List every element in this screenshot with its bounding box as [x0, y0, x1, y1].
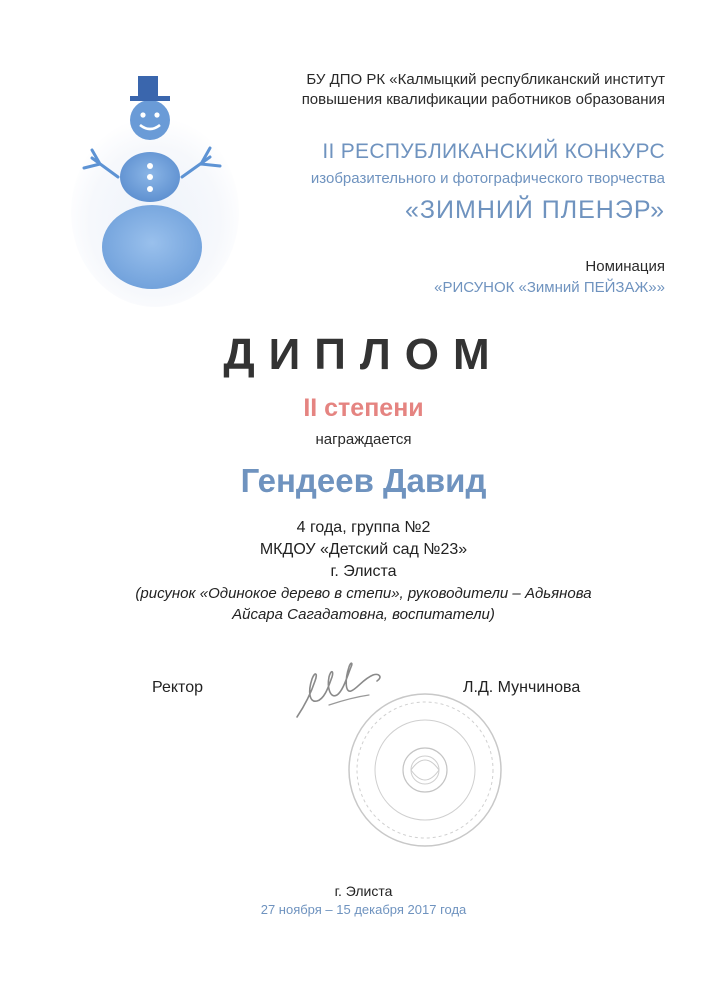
signer-name: Л.Д. Мунчинова — [463, 679, 581, 696]
rector-signature — [285, 655, 395, 735]
work-note — [110, 583, 617, 625]
organization-line-1: БУ ДПО РК «Калмыцкий республиканский институт — [306, 71, 665, 88]
contest-title: II РЕСПУБЛИКАНСКИЙ КОНКУРС — [322, 140, 665, 163]
work-note-line-2: Айсара Сагадатовна, воспитатели) — [232, 606, 495, 623]
footer-city: г. Элиста — [334, 883, 393, 899]
organization-line-2: повышения квалификации работников образования — [301, 91, 665, 108]
awarded-label: награждается — [315, 431, 412, 448]
footer-dates: 27 ноября – 15 декабря 2017 года — [260, 902, 467, 917]
signer-role: Ректор — [152, 679, 203, 696]
diploma-title: ДИПЛОМ — [223, 330, 504, 379]
institution: МКДОУ «Детский сад №23» — [259, 541, 468, 558]
contest-subtitle: изобразительного и фотографического творчества — [310, 170, 665, 187]
organization-header — [205, 70, 665, 110]
work-note-line-1: (рисунок «Одинокое дерево в степи», руководители – Адьянова — [135, 585, 592, 602]
nomination-label: Номинация — [585, 258, 665, 275]
recipient-city: г. Элиста — [330, 563, 397, 580]
contest-name: «ЗИМНИЙ ПЛЕНЭР» — [405, 196, 665, 224]
nomination-value: «РИСУНОК «Зимний ПЕЙЗАЖ»» — [434, 279, 665, 296]
diploma-degree: II степени — [303, 394, 424, 422]
recipient-name: Гендеев Давид — [240, 462, 487, 499]
age-group: 4 года, группа №2 — [296, 519, 431, 536]
